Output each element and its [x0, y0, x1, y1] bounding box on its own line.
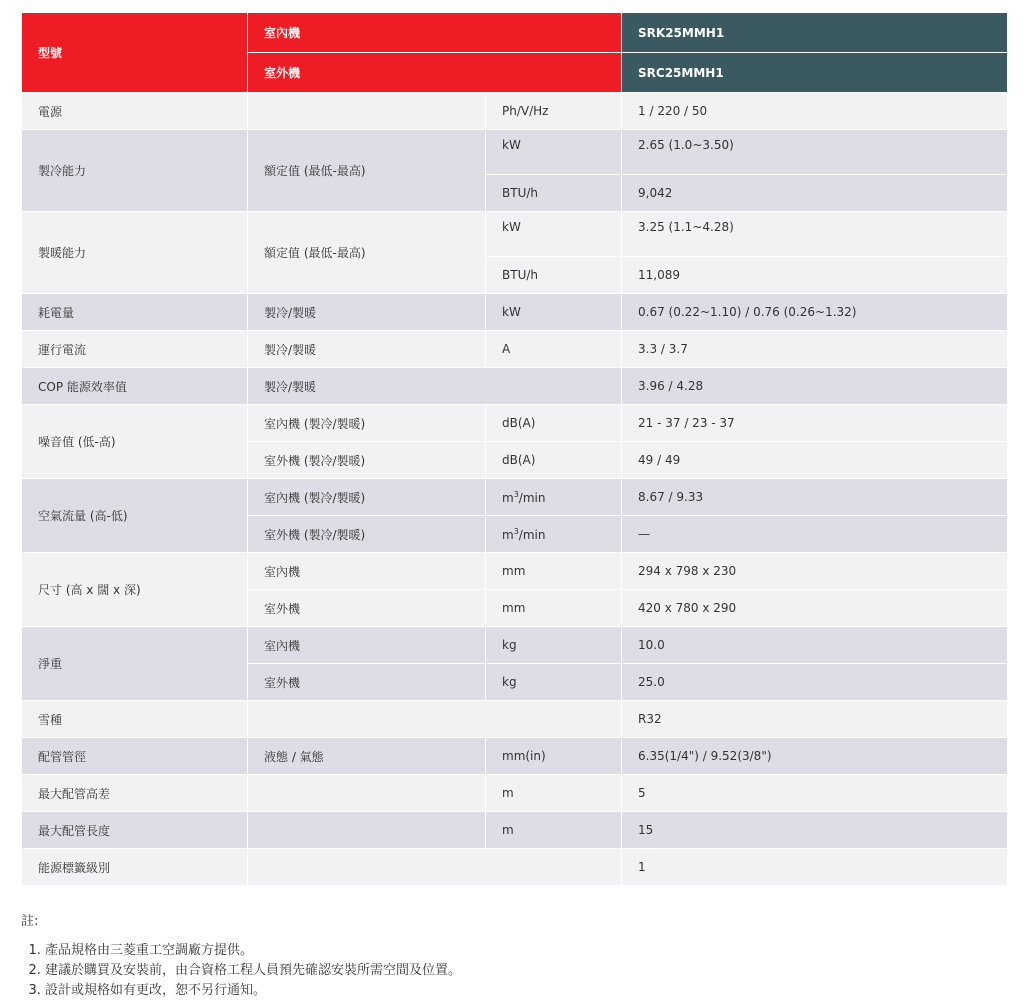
unit-cell: kg — [486, 627, 622, 664]
unit-cell: kW — [486, 212, 622, 257]
value-cell: 1 / 220 / 50 — [622, 93, 1008, 130]
sub-label: 室外機 (製冷/製暖) — [248, 516, 486, 553]
value-cell: 294 x 798 x 230 — [622, 553, 1008, 590]
value-cell: 10.0 — [622, 627, 1008, 664]
row-label: 尺寸 (高 x 闊 x 深) — [22, 553, 248, 627]
row-cooling — [22, 130, 1008, 175]
unit-cell: Ph/V/Hz — [486, 93, 622, 130]
value-cell: 0.67 (0.22~1.10) / 0.76 (0.26~1.32) — [622, 294, 1008, 331]
unit-cell: kg — [486, 664, 622, 701]
unit-cell: m — [486, 775, 622, 812]
row-label: 製冷能力 — [22, 130, 248, 212]
row-label: 電源 — [22, 93, 248, 130]
row-weight — [22, 627, 1008, 664]
row-label: 雪種 — [22, 701, 248, 738]
note-item: 1. 產品規格由三菱重工空調廠方提供。 — [45, 941, 461, 961]
value-cell: 15 — [622, 812, 1008, 849]
row-noise — [22, 405, 1008, 442]
outdoor-model-value: SRC25MMH1 — [622, 53, 1008, 93]
unit-cell: dB(A) — [486, 442, 622, 479]
unit-cell: mm — [486, 590, 622, 627]
row-label: 噪音值 (低-高) — [22, 405, 248, 479]
sub-label: 室內機 (製冷/製暖) — [248, 479, 486, 516]
condition-cell: 製冷/製暖 — [248, 368, 622, 405]
row-label: COP 能源效率值 — [22, 368, 248, 405]
value-cell: 3.96 / 4.28 — [622, 368, 1008, 405]
sub-label: 室外機 — [248, 664, 486, 701]
note-item: 3. 設計或規格如有更改，恕不另行通知。 — [45, 981, 461, 1001]
value-cell: 2.65 (1.0~3.50) — [622, 130, 1008, 175]
condition-cell: 製冷/製暖 — [248, 331, 486, 368]
unit-cell: BTU/h — [486, 175, 622, 212]
row-label: 空氣流量 (高-低) — [22, 479, 248, 553]
outdoor-unit-label: 室外機 — [248, 53, 622, 93]
unit-cell: $m^3/\min$ — [486, 479, 622, 516]
sub-label: 室內機 — [248, 627, 486, 664]
condition-cell: 額定值 (最低-最高) — [248, 212, 486, 294]
row-dimensions — [22, 553, 1008, 590]
indoor-model-value: SRK25MMH1 — [622, 13, 1008, 53]
value-cell: 3.3 / 3.7 — [622, 331, 1008, 368]
value-cell: 21 - 37 / 23 - 37 — [622, 405, 1008, 442]
row-max-length — [22, 812, 1008, 849]
note-item: 2. 建議於購買及安裝前，由合資格工程人員預先確認安裝所需空間及位置。 — [45, 961, 461, 981]
row-current — [22, 331, 1008, 368]
indoor-unit-label: 室內機 — [248, 13, 622, 53]
row-label: 最大配管長度 — [22, 812, 248, 849]
row-consumption — [22, 294, 1008, 331]
row-cop — [22, 368, 1008, 405]
row-label: 運行電流 — [22, 331, 248, 368]
row-refrigerant — [22, 701, 1008, 738]
header-row-indoor — [22, 13, 1008, 53]
row-label: 耗電量 — [22, 294, 248, 331]
row-label: 製暖能力 — [22, 212, 248, 294]
condition-cell: 製冷/製暖 — [248, 294, 486, 331]
unit-cell: dB(A) — [486, 405, 622, 442]
row-airflow — [22, 479, 1008, 516]
unit-cell: BTU/h — [486, 257, 622, 294]
condition-cell: 液態 / 氣態 — [248, 738, 486, 775]
row-label: 淨重 — [22, 627, 248, 701]
condition-cell: 額定值 (最低-最高) — [248, 130, 486, 212]
sub-label: 室外機 — [248, 590, 486, 627]
row-max-height — [22, 775, 1008, 812]
sub-label: 室內機 (製冷/製暖) — [248, 405, 486, 442]
unit-cell: m — [486, 812, 622, 849]
unit-cell: kW — [486, 130, 622, 175]
unit-cell: mm — [486, 553, 622, 590]
value-cell: 11,089 — [622, 257, 1008, 294]
row-label: 最大配管高差 — [22, 775, 248, 812]
row-heating — [22, 212, 1008, 257]
value-cell: 420 x 780 x 290 — [622, 590, 1008, 627]
value-cell: 5 — [622, 775, 1008, 812]
sub-label: 室外機 (製冷/製暖) — [248, 442, 486, 479]
value-cell: 8.67 / 9.33 — [622, 479, 1008, 516]
spec-table — [21, 12, 1008, 886]
value-cell: 3.25 (1.1~4.28) — [622, 212, 1008, 257]
unit-cell: $m^3/\min$ — [486, 516, 622, 553]
row-power — [22, 93, 1008, 130]
notes-section — [21, 910, 461, 1001]
value-cell: R32 — [622, 701, 1008, 738]
unit-cell: kW — [486, 294, 622, 331]
value-cell: 6.35(1/4") / 9.52(3/8") — [622, 738, 1008, 775]
row-label: 能源標籤級別 — [22, 849, 248, 886]
sub-label: 室內機 — [248, 553, 486, 590]
value-cell: 1 — [622, 849, 1008, 886]
row-energy-grade — [22, 849, 1008, 886]
value-cell: — — [622, 516, 1008, 553]
value-cell: 25.0 — [622, 664, 1008, 701]
unit-cell: A — [486, 331, 622, 368]
model-label: 型號 — [22, 13, 248, 93]
row-label: 配管管徑 — [22, 738, 248, 775]
notes-title: 註: — [21, 914, 39, 929]
row-piping — [22, 738, 1008, 775]
notes-list — [21, 941, 461, 1001]
value-cell: 49 / 49 — [622, 442, 1008, 479]
unit-cell: mm(in) — [486, 738, 622, 775]
value-cell: 9,042 — [622, 175, 1008, 212]
